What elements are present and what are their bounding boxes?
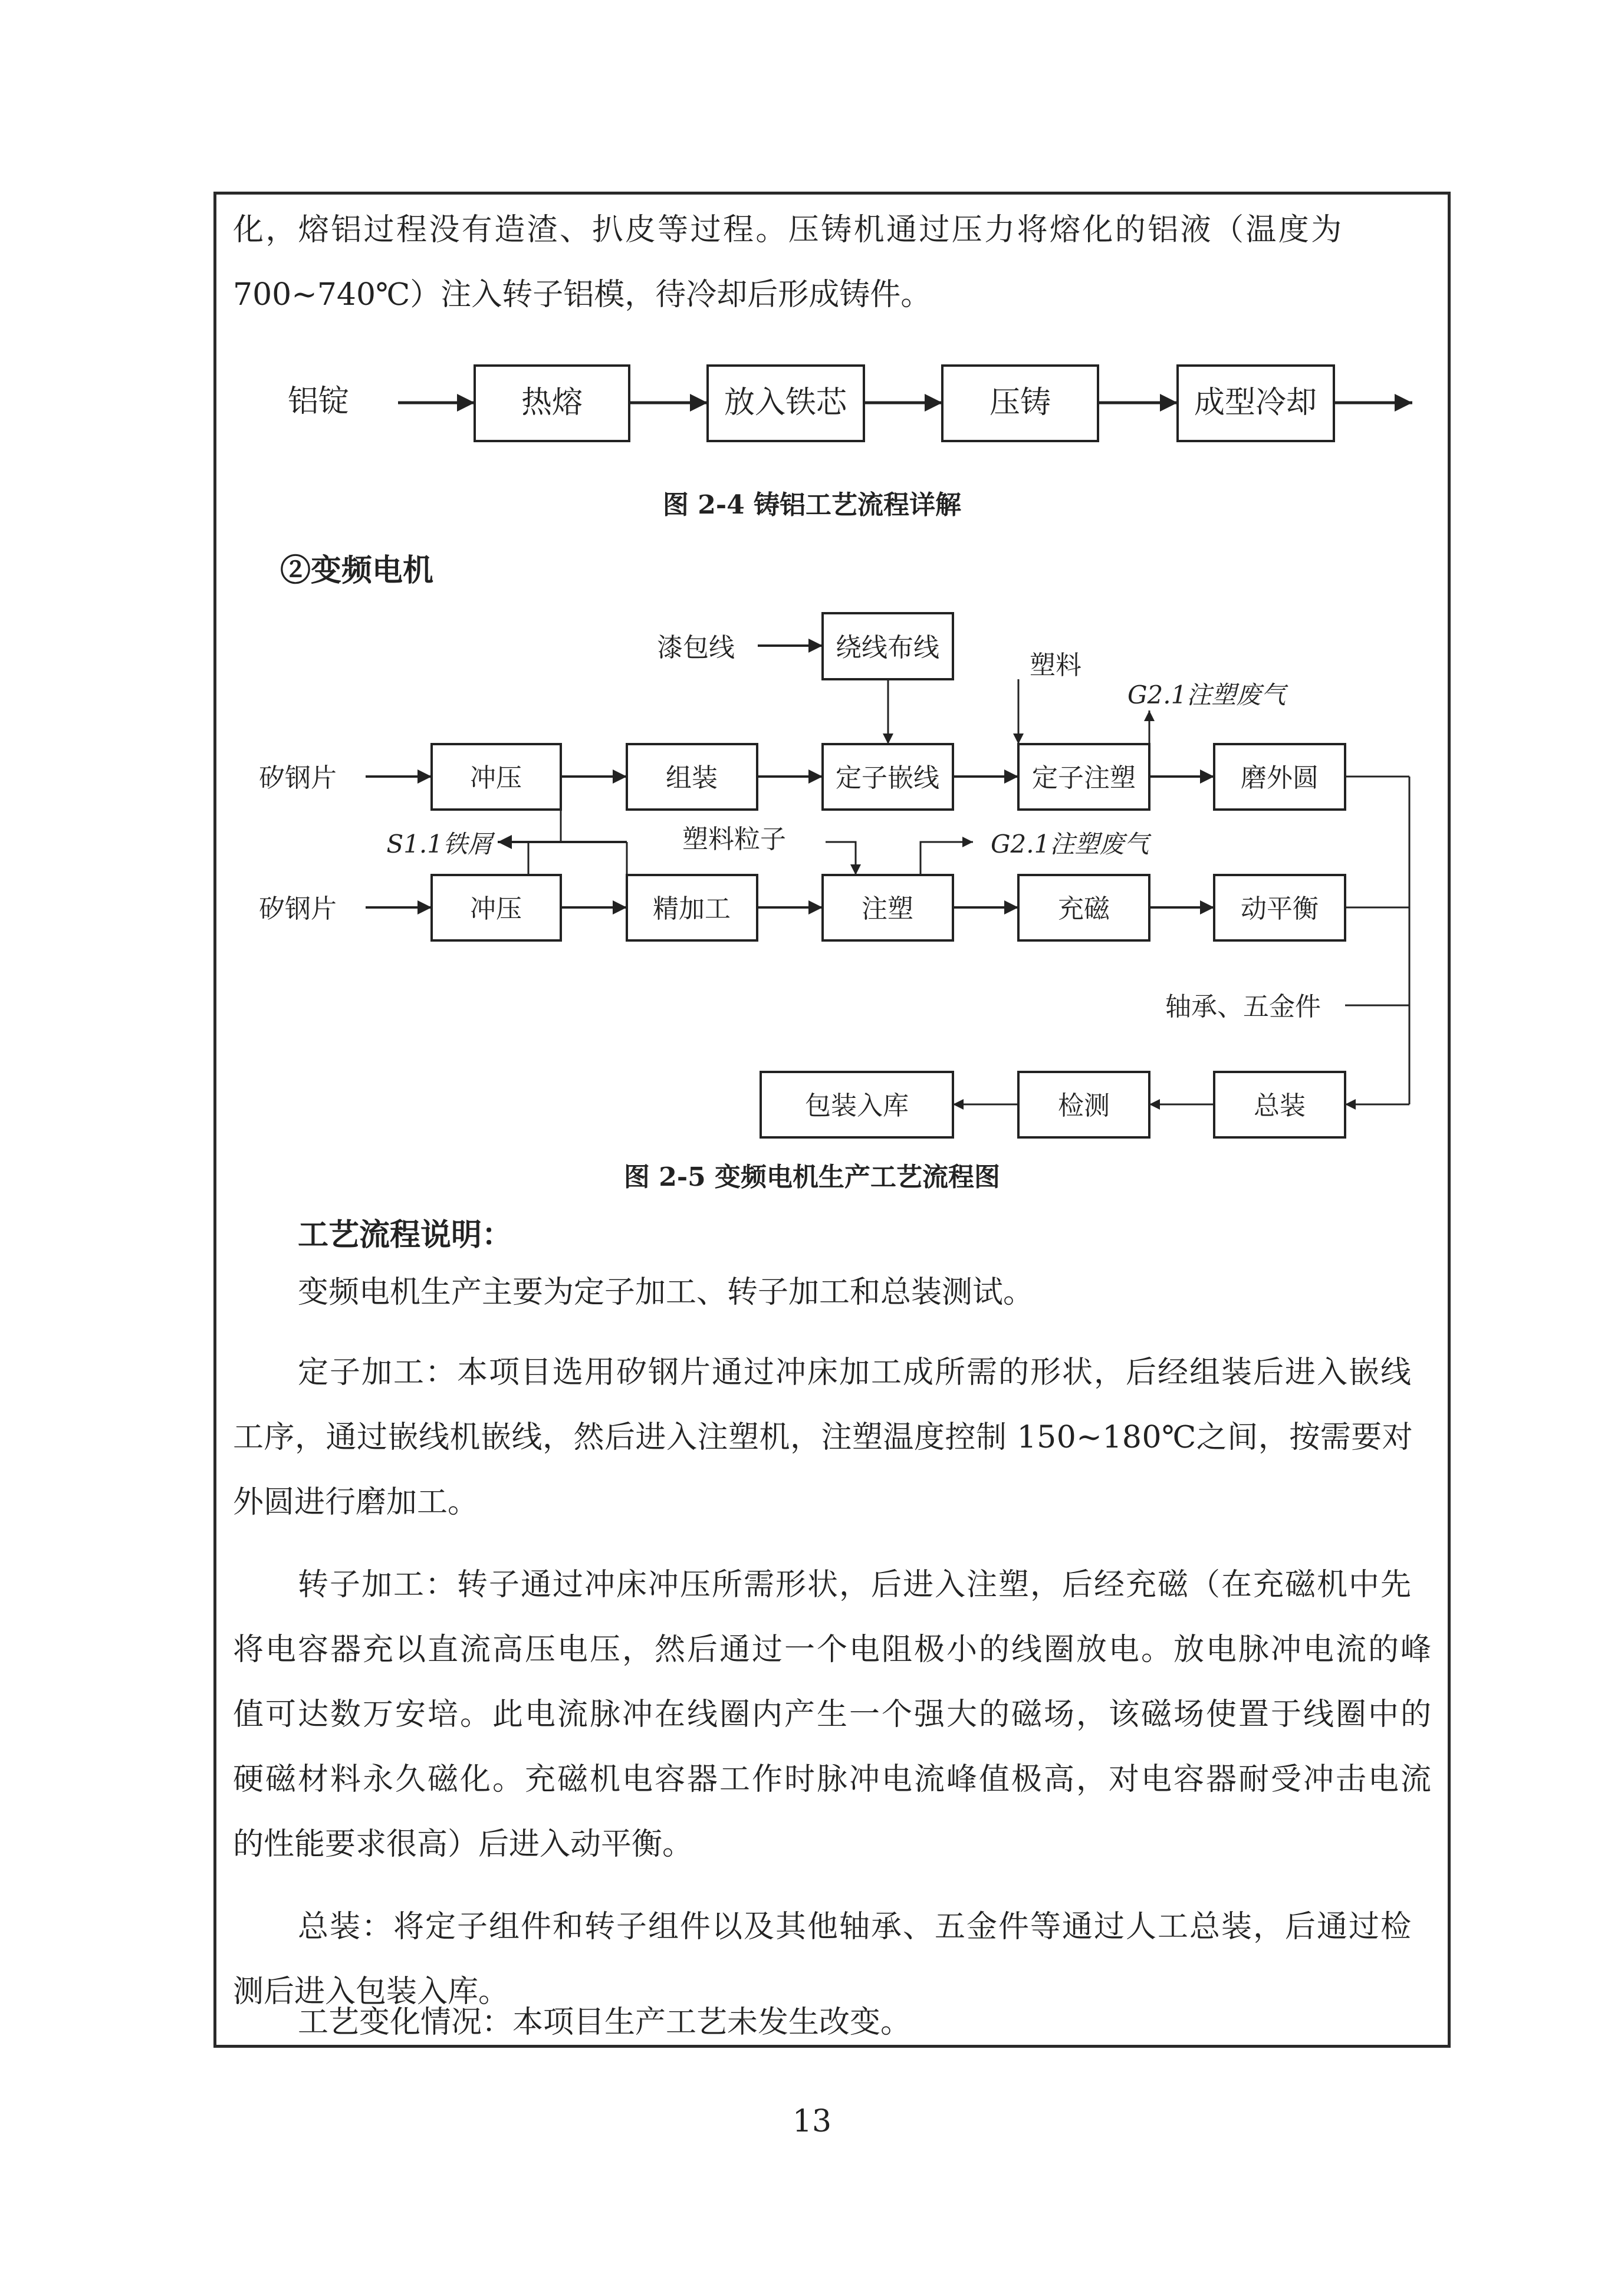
label-enamel-wire: 漆包线	[657, 633, 735, 663]
label-inspection: 检测	[1058, 1091, 1110, 1121]
arrow-rotor-emission	[921, 842, 973, 875]
label-stator-injection: 定子注塑	[1032, 763, 1136, 793]
rotor-line-2: 将电容器充以直流高压电压，然后通过一个电阻极小的线圈放电。放电脉冲电流的峰	[233, 1632, 1434, 1667]
label-final-assembly: 总装	[1254, 1091, 1306, 1121]
label-steel-sheet-2: 矽钢片	[259, 894, 337, 924]
arrow-pellet-in	[826, 842, 856, 875]
label-pack-store: 包装入库	[805, 1091, 909, 1121]
description-heading: 工艺流程说明：	[298, 1217, 513, 1253]
label-rotor-injection: 注塑	[862, 894, 913, 924]
step-label-insert-core: 放入铁芯	[724, 385, 847, 420]
label-stator-embed: 定子嵌线	[836, 763, 939, 793]
step-label-melt: 热熔	[521, 385, 583, 420]
rotor-line-5: 的性能要求很高）后进入动平衡。	[233, 1827, 693, 1862]
label-dynamic-balance: 动平衡	[1241, 894, 1319, 924]
label-magnetize: 充磁	[1058, 894, 1110, 924]
label-emission-rotor: G2.1注塑废气	[991, 830, 1149, 858]
rotor-line-1: 转子加工：转子通过冲床冲压所需形状，后进入注塑，后经充磁（在充磁机中先	[298, 1567, 1413, 1603]
stator-line-2: 工序，通过嵌线机嵌线，然后进入注塑机，注塑温度控制 150~180℃之间，按需要对	[233, 1420, 1413, 1455]
input-aluminum-ingot: 铝锭	[287, 384, 350, 419]
label-finish: 精加工	[653, 894, 731, 924]
page-number: 13	[792, 2104, 832, 2139]
label-plastic-pellets: 塑料粒子	[682, 824, 786, 854]
intro-line-1: 化，熔铝过程没有造渣、扒皮等过程。压铸机通过压力将熔化的铝液（温度为	[233, 212, 1344, 248]
label-grind-outer: 磨外圆	[1241, 763, 1319, 793]
label-parts: 轴承、五金件	[1165, 992, 1321, 1022]
section-heading: ②变频电机	[280, 552, 434, 588]
process-change-line: 工艺变化情况：本项目生产工艺未发生改变。	[298, 2005, 912, 2040]
description-summary: 变频电机生产主要为定子加工、转子加工和总装测试。	[298, 1275, 1034, 1310]
step-label-die-cast: 压铸	[989, 385, 1051, 420]
label-winding: 绕线布线	[836, 633, 939, 663]
step-label-form-cool: 成型冷却	[1194, 385, 1317, 420]
rotor-line-3: 值可达数万安培。此电流脉冲在线圈内产生一个强大的磁场，该磁场使置于线圈中的	[233, 1697, 1434, 1732]
figure-2-4-caption: 图 2-4 铸铝工艺流程详解	[662, 490, 962, 520]
figure-2-5-caption: 图 2-5 变频电机生产工艺流程图	[623, 1162, 1001, 1192]
label-plastic: 塑料	[1030, 650, 1081, 680]
rotor-line-4: 硬磁材料永久磁化。充磁机电容器工作时脉冲电流峰值极高，对电容器耐受冲击电流	[233, 1762, 1434, 1797]
assembly-line-2: 测后进入包装入库。	[233, 1974, 509, 2009]
stator-line-1: 定子加工：本项目选用矽钢片通过冲床加工成所需的形状，后经组装后进入嵌线	[298, 1355, 1413, 1390]
label-stator-punch: 冲压	[470, 763, 522, 793]
intro-line-2: 700~740℃）注入转子铝模，待冷却后形成铸件。	[233, 277, 932, 313]
label-steel-sheet-1: 矽钢片	[259, 763, 337, 793]
label-waste: S1.1铁屑	[386, 830, 492, 858]
label-assemble: 组装	[666, 763, 718, 793]
stator-line-3: 外圆进行磨加工。	[233, 1485, 479, 1520]
label-rotor-punch: 冲压	[470, 894, 522, 924]
assembly-line-1: 总装：将定子组件和转子组件以及其他轴承、五金件等通过人工总装，后通过检	[298, 1909, 1413, 1945]
label-emission-stator: G2.1注塑废气	[1127, 680, 1286, 709]
